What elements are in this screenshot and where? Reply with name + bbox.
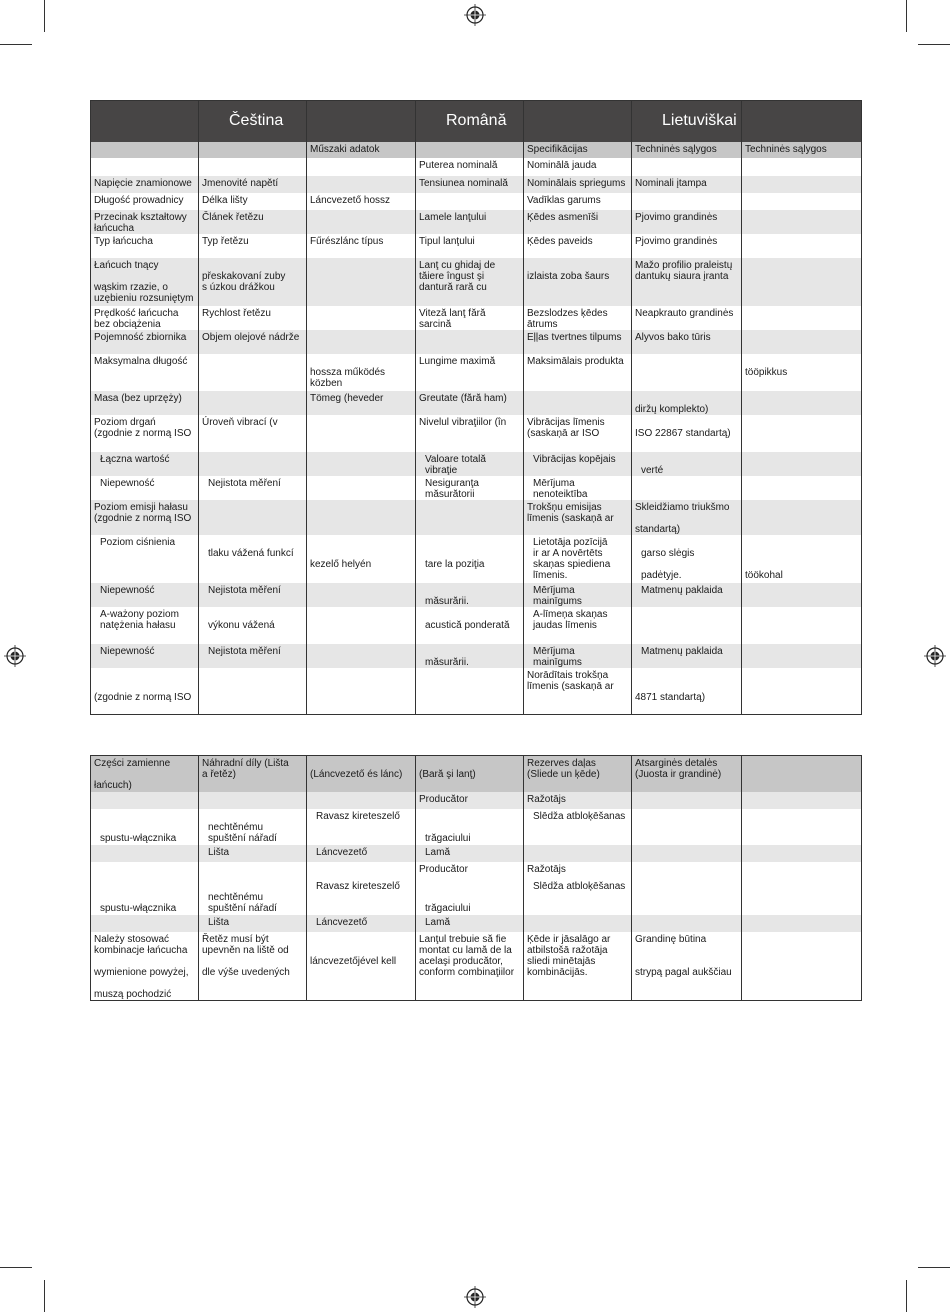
spec-cell: Łańcuch tnący wąskim rzazie, o uzębieniu rozsuniętym [91,258,199,306]
language-header-row [91,101,862,142]
spec-cell: přeskakovaní zuby s úzkou drážkou [199,258,307,306]
crop-mark [906,0,907,32]
spec-cell: 4871 standartą) [632,668,742,715]
spec-cell: Vibrācijas kopējais [524,452,632,476]
spec-cell: Niepewność [91,476,199,500]
parts-cell [524,915,632,932]
spec-cell [416,330,524,354]
parts-row [91,845,862,862]
spec-cell [632,607,742,644]
parts-cell [91,792,199,809]
spec-cell: Norādītais trokšņa līmenis (saskaņā ar [524,668,632,715]
spec-row [91,583,862,607]
parts-cell: Ravasz kireteszelő [307,809,416,845]
specifications-table [90,100,862,715]
language-heading: Čeština [199,101,307,142]
spec-cell: Nivelul vibraţiilor (în [416,415,524,452]
parts-header-cell: (Láncvezető és lánc) [307,756,416,792]
parts-cell [307,862,416,879]
parts-header-cell: Rezerves daļas (Sliede un ķēde) [524,756,632,792]
parts-cell [91,862,199,879]
spec-cell [307,258,416,306]
spec-cell [742,668,862,715]
parts-header-cell: Náhradní díly (Lišta a řetěz) [199,756,307,792]
parts-row [91,932,862,1001]
crop-mark [906,1280,907,1312]
spec-cell [307,607,416,644]
spec-cell [742,330,862,354]
spec-row [91,476,862,500]
spec-cell: Pjovimo grandinės [632,210,742,234]
parts-cell: Láncvezető [307,915,416,932]
spec-row [91,330,862,354]
spec-cell: Nominali įtampa [632,176,742,193]
language-heading: Lietuviškai [632,101,742,142]
spec-cell: Niepewność [91,583,199,607]
spec-cell [199,391,307,415]
spec-cell: Vibrācijas līmenis (saskaņā ar ISO [524,415,632,452]
spec-cell: tööpikkus [742,354,862,391]
parts-cell: Lišta [199,915,307,932]
parts-cell: Slēdža atbloķēšanas [524,809,632,845]
subheader-cell: Techninės sąlygos [632,142,742,158]
parts-cell [742,932,862,1001]
parts-cell: Lamă [416,845,524,862]
spec-cell: A-līmeņa skaņas jaudas līmenis [524,607,632,644]
parts-header-cell: Części zamienne łańcuch) [91,756,199,792]
spec-cell: Vadīklas garums [524,193,632,210]
spec-cell [307,330,416,354]
parts-cell: trăgaciului [416,879,524,915]
spec-cell [742,193,862,210]
spec-row [91,234,862,258]
spec-row [91,644,862,668]
spare-parts-table [90,755,862,1001]
spec-row [91,391,862,415]
parts-cell: Řetěz musí být upevněn na liště od dle výše uvedených [199,932,307,1001]
parts-cell [632,915,742,932]
parts-cell [742,915,862,932]
parts-cell [742,862,862,879]
spec-cell [307,452,416,476]
parts-cell [742,792,862,809]
spec-cell: Greutate (fără ham) [416,391,524,415]
spec-cell [416,668,524,715]
crop-mark [0,44,32,45]
spec-cell [307,668,416,715]
spec-cell: Neapkrauto grandinės [632,306,742,330]
spec-cell [307,306,416,330]
spec-cell: Nejistota měření [199,476,307,500]
parts-cell [632,862,742,879]
spec-cell [632,193,742,210]
parts-cell [632,879,742,915]
parts-cell [91,915,199,932]
spec-row [91,452,862,476]
spec-cell [307,476,416,500]
spec-cell: Láncvezető hossz [307,193,416,210]
spec-cell: Nominālais spriegums [524,176,632,193]
spec-cell: verté [632,452,742,476]
crop-mark [44,1280,45,1312]
spec-cell: Mērījuma nenoteiktība [524,476,632,500]
spec-cell: Alyvos bako tūris [632,330,742,354]
parts-cell [742,879,862,915]
crop-mark [918,1267,950,1268]
parts-row [91,915,862,932]
spec-cell [416,500,524,535]
spec-cell: diržų komplekto) [632,391,742,415]
spec-cell: Nesiguranţa măsurătorii [416,476,524,500]
parts-cell [632,809,742,845]
spec-cell: tlaku vážená funkcí [199,535,307,583]
parts-cell [632,845,742,862]
spec-cell [742,306,862,330]
parts-cell [307,792,416,809]
crop-mark [918,44,950,45]
spec-cell [742,158,862,176]
spec-cell: A-ważony poziom natężenia hałasu [91,607,199,644]
spec-cell [742,415,862,452]
spec-cell: hossza működés közben [307,354,416,391]
subheader-cell: Műszaki adatok [307,142,416,158]
spec-cell: Tensiunea nominală [416,176,524,193]
spec-row [91,500,862,535]
spec-cell [742,644,862,668]
spec-cell [742,391,862,415]
crop-mark [0,1267,32,1268]
spec-cell [742,234,862,258]
parts-header-row [91,756,862,792]
spec-cell [742,500,862,535]
spec-cell: Tipul lanţului [416,234,524,258]
spec-cell: Maksimālais produkta [524,354,632,391]
spec-cell: măsurării. [416,583,524,607]
parts-row [91,879,862,915]
parts-cell [524,845,632,862]
parts-row [91,862,862,879]
parts-cell: Ražotājs [524,862,632,879]
spec-cell: Długość prowadnicy [91,193,199,210]
subheader-cell [199,142,307,158]
parts-cell: Ķēde ir jāsalāgo ar atbilstošā ražotāja sliedi minētajās kombinācijās. [524,932,632,1001]
spec-row [91,354,862,391]
parts-cell: Slēdža atbloķēšanas [524,879,632,915]
spec-cell: acustică ponderată [416,607,524,644]
spec-cell [307,158,416,176]
spec-cell: Niepewność [91,644,199,668]
spec-cell: töökohal [742,535,862,583]
parts-cell: Lišta [199,845,307,862]
spec-row [91,535,862,583]
spec-cell: Mērījuma mainīgums [524,583,632,607]
spec-cell: Masa (bez uprzęży) [91,391,199,415]
parts-cell [199,862,307,879]
parts-header-cell [742,756,862,792]
spec-cell: Valoare totală vibraţie [416,452,524,476]
spec-cell [632,476,742,500]
spec-cell: Eļļas tvertnes tilpums [524,330,632,354]
spec-cell [199,158,307,176]
registration-mark-icon [464,4,486,26]
spec-cell [199,500,307,535]
parts-cell: Láncvezető [307,845,416,862]
spec-cell: măsurării. [416,644,524,668]
spec-cell: Článek řetězu [199,210,307,234]
parts-cell: nechtěnému spuštění nářadí [199,809,307,845]
subheader-cell [91,142,199,158]
spec-cell: Trokšņu emisijas līmenis (saskaņā ar [524,500,632,535]
spec-cell [307,644,416,668]
spec-cell: izlaista zoba šaurs [524,258,632,306]
spec-row [91,668,862,715]
parts-cell [199,792,307,809]
parts-cell: trăgaciului [416,809,524,845]
spec-cell: tare la poziţia [416,535,524,583]
spec-cell [742,452,862,476]
parts-cell [742,809,862,845]
spec-cell: Fűrészlánc típus [307,234,416,258]
spec-cell: (zgodnie z normą ISO [91,668,199,715]
parts-cell [91,845,199,862]
spec-cell: Napięcie znamionowe [91,176,199,193]
parts-cell [742,845,862,862]
spec-cell: Prędkość łańcucha bez obciążenia [91,306,199,330]
spec-cell: Poziom ciśnienia [91,535,199,583]
spec-cell: Matmenų paklaida [632,644,742,668]
spec-cell [524,391,632,415]
spec-cell: Tömeg (heveder [307,391,416,415]
spec-cell: Przecinak kształtowy łańcucha [91,210,199,234]
subheader-cell: Techninės sąlygos [742,142,862,158]
spec-cell [199,668,307,715]
registration-mark-icon [924,645,946,667]
spec-cell: garso slėgis padėtyje. [632,535,742,583]
parts-header-cell: Atsarginės detalės (Juosta ir grandinė) [632,756,742,792]
spec-cell [91,158,199,176]
spec-cell [742,476,862,500]
spec-cell: kezelő helyén [307,535,416,583]
spec-cell: Maksymalna długość [91,354,199,391]
spec-cell [307,176,416,193]
spec-row [91,258,862,306]
spec-cell: Puterea nominală [416,158,524,176]
parts-cell: Lanţul trebuie să fie montat cu lamă de la acelaşi producător, conform combinaţiilor [416,932,524,1001]
spec-cell: Nejistota měření [199,583,307,607]
parts-header-cell: (Bară şi lanţ) [416,756,524,792]
spec-cell: Poziom drgań (zgodnie z normą ISO [91,415,199,452]
spec-cell [307,583,416,607]
registration-mark-icon [4,645,26,667]
subheader-cell: Specifikācijas [524,142,632,158]
spec-cell: Lanţ cu ghidaj de tăiere îngust şi dantură rară cu [416,258,524,306]
spec-cell: Objem olejové nádrže [199,330,307,354]
spec-cell [199,452,307,476]
spec-cell [632,354,742,391]
parts-cell: spustu-włącznika [91,809,199,845]
spec-cell: Lietotāja pozīcijā ir ar A novērtēts skaņas spiediena līmenis. [524,535,632,583]
spec-row [91,306,862,330]
spec-cell: výkonu vážená [199,607,307,644]
spec-row [91,210,862,234]
spec-row [91,415,862,452]
spec-cell: Łączna wartość [91,452,199,476]
crop-mark [44,0,45,32]
spec-cell: Délka lišty [199,193,307,210]
spec-cell [416,193,524,210]
parts-cell: Ravasz kireteszelő [307,879,416,915]
spec-cell [307,415,416,452]
registration-mark-icon [464,1286,486,1308]
parts-row [91,792,862,809]
spec-cell: Typ řetězu [199,234,307,258]
spec-cell: Poziom emisji hałasu (zgodnie z normą ISO [91,500,199,535]
parts-cell: láncvezetőjével kell [307,932,416,1001]
spec-cell: Bezslodzes ķēdes ātrums [524,306,632,330]
spec-cell: Typ łańcucha [91,234,199,258]
spec-cell: Ķēdes paveids [524,234,632,258]
parts-row [91,809,862,845]
spec-cell [742,583,862,607]
spec-cell: Lungime maximă [416,354,524,391]
spec-cell: Mažo profilio praleistų dantukų siaura įranta [632,258,742,306]
spec-cell: Jmenovité napětí [199,176,307,193]
spec-cell [199,354,307,391]
spec-cell: Ķēdes asmenīši [524,210,632,234]
subheader-cell [416,142,524,158]
spec-cell [742,258,862,306]
parts-cell: Ražotājs [524,792,632,809]
spec-cell [742,176,862,193]
spec-cell [632,158,742,176]
parts-cell: nechtěnému spuštění nářadí [199,879,307,915]
language-heading: Română [416,101,524,142]
spec-cell: Nejistota měření [199,644,307,668]
spec-cell [742,210,862,234]
spec-cell [307,210,416,234]
parts-cell: spustu-włącznika [91,879,199,915]
parts-cell: Grandinę būtina strypą pagal aukščiau [632,932,742,1001]
spec-cell: Nominālā jauda [524,158,632,176]
spec-cell: Pjovimo grandinės [632,234,742,258]
spec-cell: Viteză lanţ fără sarcină [416,306,524,330]
spec-cell: Lamele lanţului [416,210,524,234]
spec-cell: Matmenų paklaida [632,583,742,607]
spec-row [91,158,862,176]
spec-row [91,176,862,193]
parts-cell: Należy stosować kombinacje łańcucha wymienione powyżej, muszą pochodzić [91,932,199,1001]
parts-cell [632,792,742,809]
spec-cell: Rychlost řetězu [199,306,307,330]
spec-cell: Úroveň vibrací (v [199,415,307,452]
subheader-row [91,142,862,158]
spec-cell: Skleidžiamo triukšmo standartą) [632,500,742,535]
spec-cell [742,607,862,644]
spec-row [91,607,862,644]
spec-row [91,193,862,210]
spec-cell [307,500,416,535]
parts-cell: Producător [416,862,524,879]
parts-cell: Producător [416,792,524,809]
spec-cell: ISO 22867 standartą) [632,415,742,452]
parts-cell: Lamă [416,915,524,932]
spec-cell: Mērījuma mainīgums [524,644,632,668]
spec-cell: Pojemność zbiornika [91,330,199,354]
